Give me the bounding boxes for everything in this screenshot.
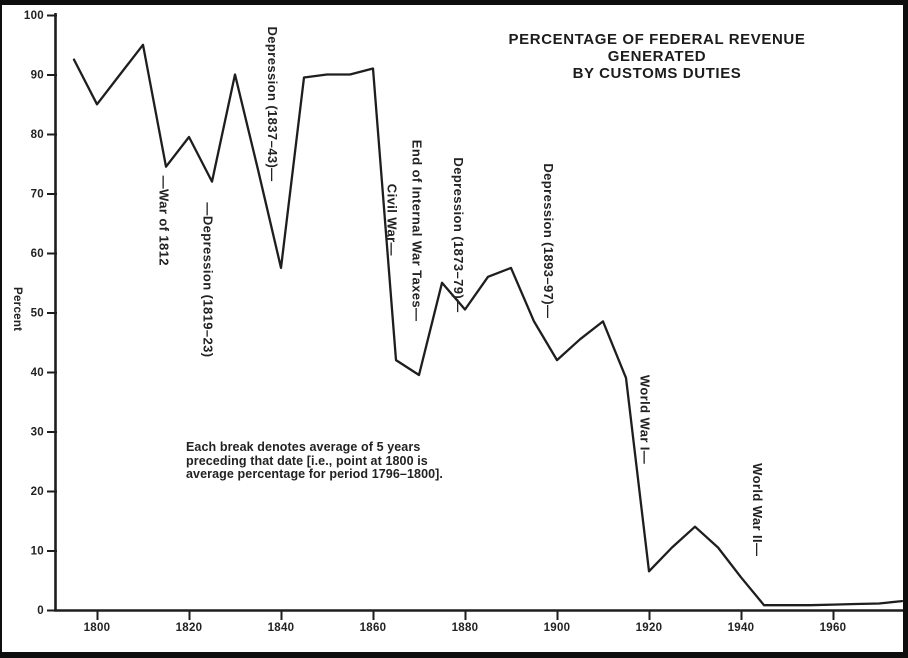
x-tick-label: 1840: [267, 622, 295, 634]
x-tick-label: 1920: [635, 622, 663, 634]
chart-title-line2: BY CUSTOMS DUTIES: [572, 65, 742, 82]
y-tick-label: 90: [30, 69, 44, 82]
annotation-label: Depression (1893–97)—: [540, 163, 556, 319]
x-tick-label: 1880: [451, 622, 479, 634]
chart-note-line3: average percentage for period 1796–1800].: [186, 467, 444, 481]
annotation-label: Depression (1837–43)—: [264, 26, 280, 182]
chart-title-line1: PERCENTAGE OF FEDERAL REVENUE GENERATED: [508, 31, 806, 65]
y-tick-label: 40: [30, 367, 44, 379]
annotation-label: End of Internal War Taxes—: [409, 139, 425, 322]
x-tick-label: 1960: [819, 622, 847, 634]
x-tick-label: 1940: [727, 622, 755, 634]
y-tick-label: 10: [30, 545, 44, 558]
y-tick-label: 30: [30, 426, 44, 439]
chart-note-line1: Each break denotes average of 5 years: [186, 440, 421, 454]
chart-note: [186, 441, 456, 482]
x-tick-label: 1800: [83, 622, 111, 634]
chart-title: [457, 31, 857, 82]
y-tick-label: 20: [30, 486, 44, 498]
annotation-label: —Depression (1819–23): [200, 202, 216, 358]
y-tick-label: 70: [30, 188, 44, 201]
annotation-label: World War II—: [750, 463, 766, 557]
y-tick-label: 100: [23, 10, 44, 22]
revenue-curve: [74, 45, 902, 605]
annotation-label: Depression (1873–79)—: [451, 157, 467, 313]
y-tick-label: 80: [30, 129, 44, 141]
annotation-label: —War of 1812: [156, 175, 172, 266]
x-tick-label: 1860: [359, 622, 387, 634]
x-tick-label: 1820: [175, 622, 203, 634]
chart-note-line2: preceding that date [i.e., point at 1800 is: [186, 453, 428, 468]
y-axis-label: Percent: [11, 287, 23, 332]
x-tick-label: 1900: [543, 622, 571, 634]
annotation-label: Civil War—: [384, 183, 400, 256]
annotation-label: World War I—: [637, 374, 653, 465]
y-tick-label: 50: [30, 307, 44, 320]
y-tick-label: 60: [30, 248, 44, 260]
y-tick-label: 0: [37, 605, 44, 617]
